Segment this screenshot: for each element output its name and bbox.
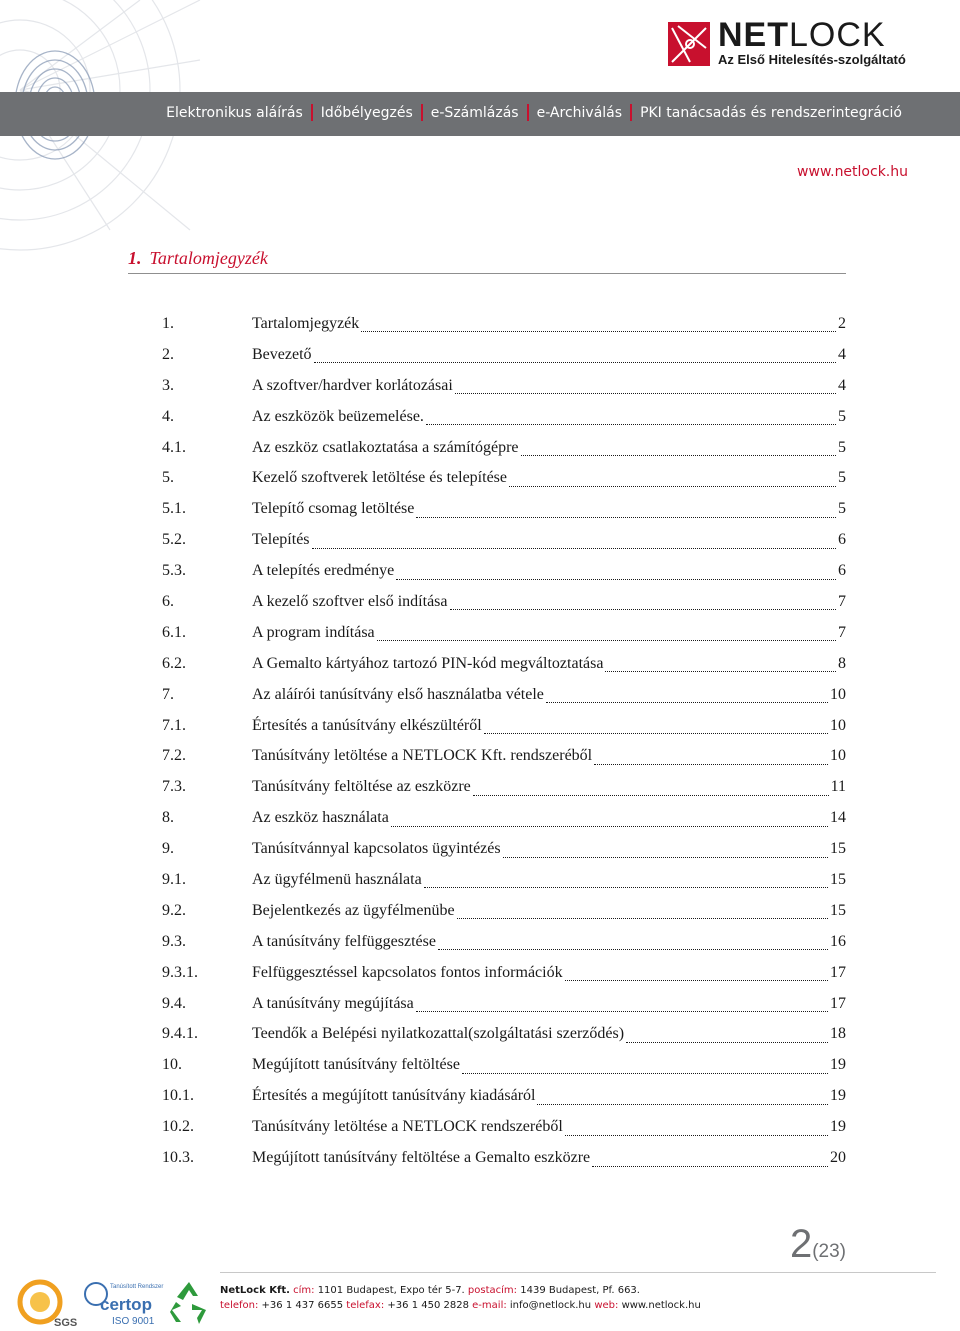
toc-entry-page: 5 [838,407,846,425]
page-number-total: (23) [812,1241,846,1262]
toc-dot-leader [484,732,828,734]
nav-menu [158,104,910,121]
footer-telefax-label: telefax: [346,1300,385,1311]
toc-entry[interactable] [162,711,846,742]
toc-entry-line [252,463,846,494]
toc-entry[interactable] [162,649,846,680]
toc-entry-line [252,1081,846,1112]
toc-entry-line [252,618,846,649]
toc-entry-page: 10 [830,685,846,703]
toc-entry-line [252,402,846,433]
heading-text: Tartalomjegyzék [149,248,268,268]
footer-cim-value: 1101 Budapest, Expo tér 5-7. [317,1285,465,1296]
toc-dot-leader [473,794,829,796]
toc-entry-page: 17 [830,963,846,981]
header-nav-bar [0,92,960,136]
footer-address-line [220,1283,701,1298]
toc-dot-leader [503,856,828,858]
toc-entry-title[interactable]: Az eszközök beüzemelése. [252,407,424,425]
toc-entry-page: 19 [830,1056,846,1074]
toc-entry-number: 9.4. [162,994,186,1012]
toc-entry-number: 9.3. [162,932,186,950]
toc-entry[interactable] [162,1050,846,1081]
toc-dot-leader [592,1165,828,1167]
footer-company-name: NetLock Kft. [220,1285,290,1296]
toc-entry-line [252,896,846,927]
toc-entry-page: 6 [838,531,846,549]
toc-entry[interactable] [162,463,846,494]
toc-entry-line [252,1112,846,1143]
toc-entry-number: 8. [162,809,174,827]
toc-entry-number: 10.1. [162,1087,194,1105]
toc-entry-page: 7 [838,623,846,641]
toc-entry-number: 10.2. [162,1118,194,1136]
footer-web-label: web: [594,1300,619,1311]
toc-dot-leader [361,330,836,332]
toc-entry-number: 2. [162,345,174,363]
toc-dot-leader [537,1103,828,1105]
toc-entry-number: 7. [162,685,174,703]
toc-entry[interactable] [162,865,846,896]
nav-item-pki-tanacsadas[interactable]: PKI tanácsadás és rendszerintegráció [640,104,902,121]
toc-entry[interactable] [162,896,846,927]
toc-entry-line [252,711,846,742]
toc-dot-leader [416,1010,828,1012]
toc-entry-line [252,1050,846,1081]
toc-entry-page: 6 [838,562,846,580]
toc-entry-line [252,494,846,525]
table-of-contents [162,309,846,1174]
toc-entry[interactable] [162,1019,846,1050]
toc-entry-line [252,649,846,680]
toc-entry-page: 15 [830,840,846,858]
toc-entry-title[interactable]: Értesítés a tanúsítvány elkészültéről [252,716,482,734]
toc-dot-leader [314,361,836,363]
footer-contact-info [220,1283,701,1313]
toc-entry-number: 6. [162,593,174,611]
footer-contact-line [220,1298,701,1313]
toc-dot-leader [546,701,828,703]
nav-item-e-archivalas[interactable]: e-Archiválás [536,104,623,121]
toc-entry-number: 7.1. [162,716,186,734]
toc-entry-page: 4 [838,345,846,363]
toc-dot-leader [424,886,828,888]
page-number-current: 2 [789,1222,813,1266]
toc-dot-leader [426,423,836,425]
toc-dot-leader [565,979,828,981]
toc-entry-number: 5. [162,469,174,487]
recycle-icon [168,1280,210,1324]
certop-iso: ISO 9001 [112,1316,155,1327]
toc-entry-page: 4 [838,376,846,394]
toc-entry-line [252,340,846,371]
toc-entry[interactable] [162,741,846,772]
toc-entry-page: 5 [838,438,846,456]
toc-entry-page: 15 [830,871,846,889]
page-title [128,248,268,269]
toc-entry-line [252,1019,846,1050]
logo-brand-net: NET [718,16,789,54]
toc-entry[interactable] [162,927,846,958]
toc-entry-title[interactable]: A tanúsítvány megújítása [252,994,414,1012]
toc-entry-title[interactable]: A kezelő szoftver első indítása [252,593,448,611]
toc-entry-number: 7.3. [162,778,186,796]
certop-iso-badge-icon [82,1276,162,1328]
toc-entry-title[interactable]: A szoftver/hardver korlátozásai [252,376,453,394]
toc-entry-number: 6.2. [162,654,186,672]
toc-dot-leader [450,608,837,610]
sgs-certification-badge-icon [18,1278,78,1329]
toc-dot-leader [565,1134,828,1136]
toc-entry[interactable] [162,1081,846,1112]
toc-entry-page: 20 [830,1149,846,1167]
heading-number: 1. [128,248,142,268]
toc-entry-number: 3. [162,376,174,394]
toc-entry-line [252,309,846,340]
toc-entry-number: 5.3. [162,562,186,580]
toc-entry-line [252,587,846,618]
toc-entry-page: 11 [830,778,846,796]
toc-entry-number: 9.4.1. [162,1025,198,1043]
toc-entry-number: 9.2. [162,901,186,919]
footer-web-link[interactable]: www.netlock.hu [621,1300,701,1311]
logo-brand-lock: LOCK [789,16,886,54]
toc-entry-title[interactable]: Telepítés [252,531,310,549]
toc-entry[interactable] [162,1112,846,1143]
toc-entry[interactable] [162,1143,846,1174]
toc-entry-number: 7.2. [162,747,186,765]
toc-entry[interactable] [162,958,846,989]
toc-entry[interactable] [162,494,846,525]
toc-entry-title[interactable]: Értesítés a megújított tanúsítvány kiadásáról [252,1087,536,1105]
toc-entry-title[interactable]: Az ügyfélmenü használata [252,871,422,889]
toc-entry-title[interactable]: Tanúsítvány letöltése a NETLOCK rendszeréből [252,1118,563,1136]
toc-entry-line [252,772,846,803]
toc-entry-title[interactable]: A Gemalto kártyához tartozó PIN-kód megváltoztatása [252,654,604,672]
toc-entry-title[interactable]: Az eszköz használata [252,809,389,827]
toc-entry-line [252,556,846,587]
toc-entry-line [252,433,846,464]
site-url-link[interactable]: www.netlock.hu [797,164,908,180]
netlock-logo[interactable] [668,16,918,70]
toc-entry-page: 5 [838,500,846,518]
toc-entry-page: 5 [838,469,846,487]
toc-entry-number: 4. [162,407,174,425]
toc-dot-leader [396,578,836,580]
toc-entry-page: 19 [830,1087,846,1105]
footer-telefax-value: +36 1 450 2828 [387,1300,469,1311]
toc-entry-title[interactable]: Tanúsítvánnyal kapcsolatos ügyintézés [252,840,501,858]
toc-dot-leader [521,454,836,456]
toc-entry-page: 18 [830,1025,846,1043]
toc-dot-leader [605,670,836,672]
toc-entry-number: 1. [162,315,174,332]
heading-divider [128,273,846,274]
toc-entry-number: 5.1. [162,500,186,518]
toc-entry-title[interactable]: Megújított tanúsítvány feltöltése a Gemalto eszközre [252,1149,591,1167]
toc-entry[interactable] [162,618,846,649]
toc-dot-leader [455,392,836,394]
nav-item-e-szamlazas[interactable]: e-Számlázás [430,104,519,121]
toc-entry[interactable] [162,989,846,1020]
toc-entry-title[interactable]: Bevezető [252,345,312,363]
certop-name: certop [100,1295,152,1314]
toc-entry-title[interactable]: A telepítés eredménye [252,562,395,580]
netlock-logo-mark-icon [668,22,710,66]
footer-postacim-label: postacím: [467,1285,518,1296]
toc-entry-line [252,371,846,402]
toc-entry-number: 9. [162,840,174,858]
toc-entry-page: 2 [838,315,846,332]
toc-entry-page: 10 [830,716,846,734]
toc-entry-title[interactable]: Bejelentkezés az ügyfélmenübe [252,901,455,919]
toc-entry[interactable] [162,433,846,464]
toc-entry-line [252,680,846,711]
toc-entry-title[interactable]: Telepítő csomag letöltése [252,500,415,518]
toc-dot-leader [462,1072,828,1074]
toc-entry-page: 17 [830,994,846,1012]
toc-entry-page: 19 [830,1118,846,1136]
toc-entry-number: 5.2. [162,531,186,549]
footer-divider [220,1272,936,1273]
toc-dot-leader [457,917,828,919]
footer-email-link[interactable]: info@netlock.hu [509,1300,592,1311]
toc-entry-title[interactable]: Az aláírói tanúsítvány első használatba vétele [252,685,544,703]
footer-postacim-value: 1439 Budapest, Pf. 663. [520,1285,640,1296]
toc-entry-line [252,1143,846,1174]
toc-entry-title[interactable]: Felfüggesztéssel kapcsolatos fontos információk [252,963,563,981]
toc-entry[interactable] [162,371,846,402]
toc-entry[interactable] [162,340,846,371]
toc-dot-leader [509,485,836,487]
toc-entry[interactable] [162,587,846,618]
toc-entry-title[interactable]: A tanúsítvány felfüggesztése [252,932,436,950]
toc-entry[interactable] [162,680,846,711]
toc-entry[interactable] [162,834,846,865]
toc-entry-number: 9.3.1. [162,963,198,981]
toc-dot-leader [594,763,828,765]
toc-entry-page: 7 [838,593,846,611]
toc-entry-title[interactable]: Megújított tanúsítvány feltöltése [252,1056,460,1074]
toc-entry-line [252,958,846,989]
toc-entry-page: 15 [830,901,846,919]
toc-dot-leader [312,547,836,549]
toc-entry-title[interactable]: A program indítása [252,623,375,641]
toc-entry-page: 14 [830,809,846,827]
toc-entry-title[interactable]: Tanúsítvány feltöltése az eszközre [252,778,471,796]
toc-entry-page: 10 [830,747,846,765]
toc-entry[interactable] [162,525,846,556]
toc-entry-number: 10.3. [162,1149,194,1167]
footer-telefon-value: +36 1 437 6655 [261,1300,344,1311]
toc-entry-line [252,927,846,958]
toc-entry[interactable] [162,309,846,340]
certop-small-label: Tanúsított Rendszer [110,1284,164,1290]
toc-entry-line [252,865,846,896]
page-number [790,1222,846,1267]
toc-entry-title[interactable]: Teendők a Belépési nyilatkozattal(szolgáltatási szerződés) [252,1025,625,1043]
logo-wordmark [718,18,886,52]
footer-telefon-label: telefon: [220,1300,259,1311]
toc-entry-line [252,803,846,834]
toc-entry[interactable] [162,803,846,834]
toc-dot-leader [626,1041,828,1043]
toc-entry-title[interactable]: Tartalomjegyzék [252,315,360,332]
toc-entry-line [252,834,846,865]
logo-tagline: Az Első Hitelesítés-szolgáltató [718,52,906,67]
toc-entry-line [252,525,846,556]
nav-item-idobelyegzes[interactable]: Időbélyegzés [320,104,413,121]
toc-entry[interactable] [162,556,846,587]
toc-entry-title[interactable]: Tanúsítvány letöltése a NETLOCK Kft. rendszeréből [252,747,593,765]
footer-email-label: e-mail: [472,1300,507,1311]
toc-entry-title[interactable]: Kezelő szoftverek letöltése és telepítése [252,469,507,487]
toc-entry[interactable] [162,402,846,433]
sgs-label: SGS [54,1317,78,1329]
toc-entry-line [252,989,846,1020]
toc-entry-title[interactable]: Az eszköz csatlakoztatása a számítógépre [252,438,519,456]
toc-dot-leader [416,516,836,518]
footer-cim-label: cím: [293,1285,315,1296]
toc-entry[interactable] [162,772,846,803]
toc-dot-leader [438,948,828,950]
nav-item-elektronikus-alairas[interactable]: Elektronikus aláírás [166,104,303,121]
toc-entry-number: 10. [162,1056,182,1074]
toc-entry-page: 8 [838,654,846,672]
toc-entry-page: 16 [830,932,846,950]
toc-dot-leader [377,639,836,641]
toc-dot-leader [391,825,828,827]
toc-entry-number: 9.1. [162,871,186,889]
toc-entry-line [252,741,846,772]
toc-entry-number: 6.1. [162,623,186,641]
toc-entry-number: 4.1. [162,438,186,456]
